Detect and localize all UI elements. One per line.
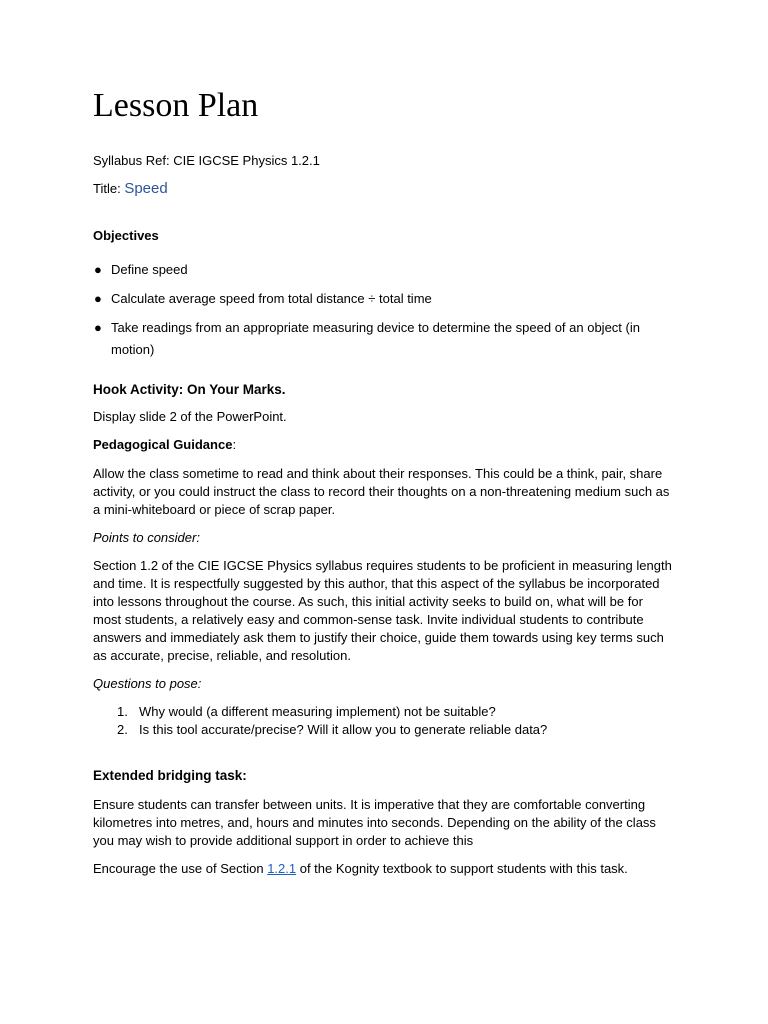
objectives-list: [93, 259, 673, 361]
question-number: 2.: [117, 722, 128, 737]
display-slide-text: Display slide 2 of the PowerPoint.: [93, 409, 287, 424]
questions-list: [93, 703, 673, 739]
list-item: [93, 721, 673, 739]
kognity-text-after: of the Kognity textbook to support students with this task.: [296, 861, 628, 876]
hook-activity-heading: Hook Activity: On Your Marks.: [93, 382, 286, 397]
document-title: Lesson Plan: [93, 87, 259, 124]
list-item: [93, 703, 673, 721]
lesson-title-line: [93, 180, 673, 198]
bullet-icon: ●: [94, 262, 102, 277]
section-link[interactable]: 1.2.1: [267, 861, 297, 876]
bridging-task-paragraph: Ensure students can transfer between units. It is imperative that they are comfortable converting kilometres into metres, and, hours and minutes into seconds. Depending on the ability of the class you may wish to provide additional support in order to achieve this: [93, 797, 656, 848]
list-item: [93, 317, 673, 361]
points-to-consider-heading: Points to consider:: [93, 530, 200, 545]
pedagogical-guidance-heading: [93, 436, 673, 454]
kognity-text-before: Encourage the use of Section: [93, 861, 268, 876]
syllabus-section-paragraph: Section 1.2 of the CIE IGCSE Physics syllabus requires students to be proficient in measuring length and time. It is respectfully suggested by this author, that this aspect of the syllabus be incorporated into lessons throughout the course. As such, this initial activity seeks to build on, what will be for most students, a relatively easy and common-sense task. Invite individual students to contribute answers and immediately ask them to justify their choice, guide them towards using key terms such as accurate, precise, reliable, and resolution.: [93, 558, 672, 663]
pedagogical-guidance-colon: :: [232, 437, 237, 452]
guidance-paragraph: Allow the class sometime to read and think about their responses. This could be a think, pair, share activity, or you could instruct the class to record their thoughts on a non-threatening medium such as a mini-whiteboard or piece of scrap paper.: [93, 466, 670, 517]
question-text: Is this tool accurate/precise? Will it allow you to generate reliable data?: [139, 722, 548, 737]
bridging-task-heading: Extended bridging task:: [93, 768, 247, 783]
objective-text: Take readings from an appropriate measuring device to determine the speed of an object (in motion): [111, 320, 640, 357]
bullet-icon: ●: [94, 291, 102, 306]
objective-text: Calculate average speed from total distance ÷ total time: [111, 291, 432, 306]
questions-to-pose-heading: Questions to pose:: [93, 676, 202, 691]
lesson-title-label: Title:: [93, 181, 125, 196]
kognity-paragraph: [93, 860, 673, 878]
list-item: [93, 288, 673, 310]
question-number: 1.: [117, 704, 128, 719]
objectives-heading: Objectives: [93, 228, 159, 243]
syllabus-ref: Syllabus Ref: CIE IGCSE Physics 1.2.1: [93, 153, 320, 168]
pedagogical-guidance-label: Pedagogical Guidance: [93, 437, 233, 452]
bullet-icon: ●: [94, 320, 102, 335]
objective-text: Define speed: [111, 262, 188, 277]
list-item: [93, 259, 673, 281]
question-text: Why would (a different measuring implement) not be suitable?: [139, 704, 496, 719]
document-body: [93, 84, 673, 878]
lesson-title-value: Speed: [124, 180, 168, 197]
